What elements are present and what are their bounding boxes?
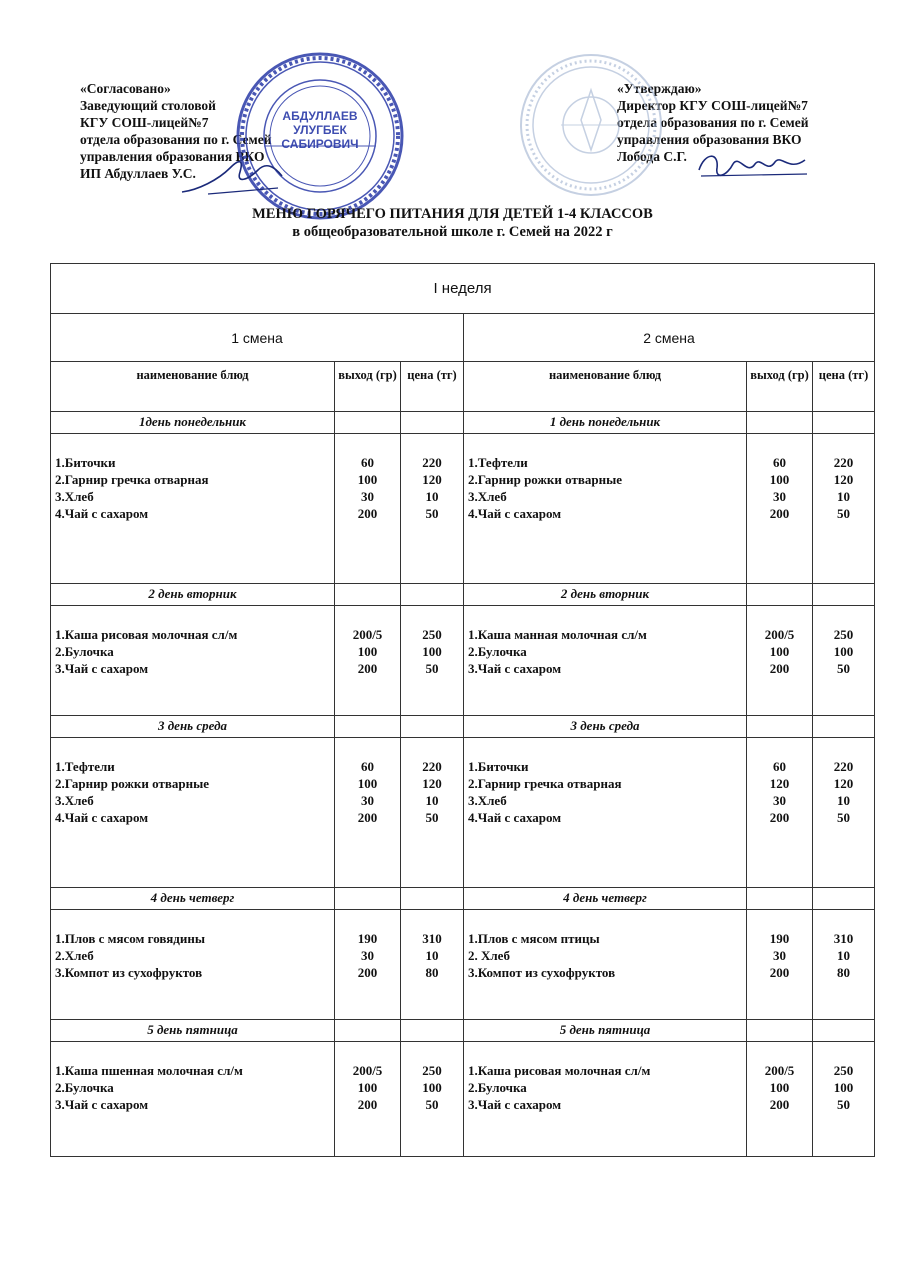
empty-cell: [335, 716, 401, 738]
signature-left: [178, 150, 288, 200]
price-list: [813, 606, 875, 716]
svg-text:УЛУГБЕК: УЛУГБЕК: [293, 123, 347, 137]
empty-cell: [335, 1020, 401, 1042]
empty-cell: [747, 1020, 813, 1042]
dish-item: 3.Чай с сахаром: [55, 661, 149, 676]
empty-cell: [747, 412, 813, 434]
dish-item: 2.Булочка: [55, 644, 114, 659]
price-value: 10: [837, 948, 851, 963]
output-list: [335, 434, 401, 584]
dish-list: [51, 738, 335, 888]
dish-item: 2.Булочка: [55, 1080, 114, 1095]
output-value: 100: [769, 472, 790, 487]
approval-line: ИП Абдуллаев У.С.: [80, 166, 196, 181]
dish-item: 3.Чай с сахаром: [468, 1097, 562, 1112]
shift-1-header: 1 смена: [51, 314, 464, 362]
dish-item: 4.Чай с сахаром: [55, 810, 149, 825]
price-value: 50: [425, 661, 439, 676]
approval-line: отдела образования по г. Семей: [617, 115, 809, 130]
dish-item: 2.Хлеб: [55, 948, 94, 963]
dish-column-header: наименование блюд: [464, 362, 747, 412]
title-line: в общеобразовательной школе г. Семей на 2022 г: [292, 224, 613, 240]
output-list: [747, 910, 813, 1020]
output-list: [335, 606, 401, 716]
price-value: 10: [425, 489, 439, 504]
output-value: 100: [357, 776, 378, 791]
price-list: [813, 910, 875, 1020]
svg-text:САБИРОВИЧ: САБИРОВИЧ: [281, 137, 359, 151]
price-value: 120: [833, 776, 854, 791]
approval-line: Заведующий столовой: [80, 98, 216, 113]
price-list: [401, 606, 464, 716]
output-value: 60: [773, 455, 786, 470]
dish-list: [51, 910, 335, 1020]
dish-item: 1.Плов с мясом говядины: [55, 931, 205, 946]
empty-cell: [813, 584, 875, 606]
output-value: 200/5: [352, 627, 383, 642]
price-value: 100: [422, 644, 442, 659]
dish-item: 3.Компот из сухофруктов: [468, 965, 616, 980]
price-list: [813, 738, 875, 888]
output-value: 30: [361, 948, 374, 963]
output-value: 200: [769, 1097, 790, 1112]
output-list: [335, 910, 401, 1020]
day-label: 5 день пятница: [51, 1020, 335, 1042]
price-value: 50: [425, 1097, 439, 1112]
price-value: 100: [833, 1080, 854, 1095]
approval-line: управления образования ВКО: [617, 132, 802, 147]
empty-cell: [747, 584, 813, 606]
output-value: 30: [773, 948, 786, 963]
price-value: 120: [833, 472, 854, 487]
approval-line: управления образования ВКО: [80, 149, 265, 164]
dish-item: 1.Каша рисовая молочная сл/м: [55, 627, 238, 642]
day-label: 2 день вторник: [464, 584, 747, 606]
dish-list: [464, 606, 747, 716]
approval-line: КГУ СОШ-лицей№7: [80, 115, 209, 130]
dish-item: 1.Тефтели: [468, 455, 528, 470]
svg-text:АБДУЛЛАЕВ: АБДУЛЛАЕВ: [282, 109, 358, 123]
dish-list: [51, 1042, 335, 1157]
output-value: 30: [773, 793, 786, 808]
dish-item: 2.Гарнир гречка отварная: [55, 472, 209, 487]
price-list: [401, 434, 464, 584]
dish-item: 4.Чай с сахаром: [468, 506, 562, 521]
dish-item: 1.Каша манная молочная сл/м: [468, 627, 647, 642]
output-value: 200/5: [764, 1063, 795, 1078]
price-value: 250: [833, 627, 854, 642]
dish-list: [464, 434, 747, 584]
dish-item: 3.Хлеб: [468, 489, 507, 504]
dish-item: 4.Чай с сахаром: [468, 810, 562, 825]
signature-right: [695, 146, 810, 186]
dish-item: 1.Каша рисовая молочная сл/м: [468, 1063, 651, 1078]
output-value: 200: [769, 661, 790, 676]
output-value: 30: [361, 489, 374, 504]
price-value: 80: [425, 965, 439, 980]
day-label: 2 день вторник: [51, 584, 335, 606]
price-value: 310: [833, 931, 854, 946]
output-list: [335, 1042, 401, 1157]
price-value: 80: [837, 965, 851, 980]
document-title: [0, 205, 905, 241]
dish-list: [464, 1042, 747, 1157]
price-value: 50: [837, 661, 851, 676]
dish-item: 2.Булочка: [468, 1080, 527, 1095]
dish-item: 2.Гарнир рожки отварные: [468, 472, 623, 487]
approval-line: «Утверждаю»: [617, 81, 702, 96]
dish-item: 1.Плов с мясом птицы: [468, 931, 600, 946]
output-value: 190: [769, 931, 790, 946]
price-value: 50: [425, 506, 439, 521]
empty-cell: [401, 1020, 464, 1042]
price-value: 10: [837, 793, 851, 808]
price-value: 50: [837, 810, 851, 825]
output-value: 100: [357, 472, 378, 487]
price-list: [401, 1042, 464, 1157]
empty-cell: [813, 716, 875, 738]
price-list: [401, 738, 464, 888]
output-value: 200: [357, 661, 378, 676]
dish-item: 3.Хлеб: [55, 489, 94, 504]
empty-cell: [335, 584, 401, 606]
dish-item: 3.Чай с сахаром: [55, 1097, 149, 1112]
output-list: [335, 738, 401, 888]
dish-column-header: наименование блюд: [51, 362, 335, 412]
dish-item: 1.Каша пшенная молочная сл/м: [55, 1063, 243, 1078]
approval-line: Директор КГУ СОШ-лицей№7: [617, 98, 808, 113]
output-value: 100: [357, 1080, 378, 1095]
empty-cell: [335, 412, 401, 434]
output-value: 120: [769, 776, 790, 791]
output-value: 60: [361, 759, 374, 774]
output-value: 200/5: [764, 627, 795, 642]
empty-cell: [401, 888, 464, 910]
empty-cell: [813, 412, 875, 434]
price-value: 50: [837, 506, 851, 521]
output-column-header: выход (гр): [747, 362, 813, 412]
day-label: 4 день четверг: [464, 888, 747, 910]
menu-table: [50, 263, 875, 1157]
output-value: 200: [357, 506, 378, 521]
price-value: 250: [422, 627, 442, 642]
approval-line: отдела образования по г. Семей: [80, 132, 272, 147]
empty-cell: [747, 888, 813, 910]
day-label: 5 день пятница: [464, 1020, 747, 1042]
price-value: 120: [422, 472, 442, 487]
week-header: I неделя: [51, 264, 875, 314]
output-value: 190: [357, 931, 378, 946]
output-column-header: выход (гр): [335, 362, 401, 412]
output-value: 200: [769, 965, 790, 980]
dish-list: [464, 910, 747, 1020]
dish-item: 1.Тефтели: [55, 759, 115, 774]
dish-item: 2.Гарнир гречка отварная: [468, 776, 622, 791]
output-value: 200/5: [352, 1063, 383, 1078]
price-value: 10: [425, 948, 439, 963]
price-value: 100: [833, 644, 854, 659]
day-label: 3 день среда: [51, 716, 335, 738]
dish-item: 2. Хлеб: [468, 948, 510, 963]
empty-cell: [335, 888, 401, 910]
output-value: 30: [773, 489, 786, 504]
day-label: 3 день среда: [464, 716, 747, 738]
dish-item: 3.Хлеб: [55, 793, 94, 808]
empty-cell: [747, 716, 813, 738]
price-value: 220: [833, 759, 854, 774]
output-value: 200: [357, 1097, 378, 1112]
output-value: 60: [773, 759, 786, 774]
dish-list: [51, 606, 335, 716]
output-list: [747, 738, 813, 888]
empty-cell: [813, 1020, 875, 1042]
dish-item: 3.Чай с сахаром: [468, 661, 562, 676]
dish-item: 2.Гарнир рожки отварные: [55, 776, 210, 791]
empty-cell: [401, 412, 464, 434]
price-list: [813, 1042, 875, 1157]
day-label: 1 день понедельник: [464, 412, 747, 434]
empty-cell: [401, 584, 464, 606]
price-value: 220: [833, 455, 854, 470]
output-value: 200: [769, 810, 790, 825]
day-label: 1день понедельник: [51, 412, 335, 434]
output-value: 100: [357, 644, 378, 659]
output-value: 200: [769, 506, 790, 521]
dish-item: 3.Компот из сухофруктов: [55, 965, 203, 980]
price-column-header: цена (тг): [813, 362, 875, 412]
output-value: 30: [361, 793, 374, 808]
approval-line: Лобода С.Г.: [617, 149, 687, 164]
dish-item: 4.Чай с сахаром: [55, 506, 149, 521]
price-value: 50: [425, 810, 439, 825]
price-value: 120: [422, 776, 442, 791]
empty-cell: [401, 716, 464, 738]
output-value: 100: [769, 1080, 790, 1095]
dish-item: 3.Хлеб: [468, 793, 507, 808]
title-line: МЕНЮ ГОРЯЧЕГО ПИТАНИЯ ДЛЯ ДЕТЕЙ 1-4 КЛАССОВ: [252, 206, 653, 222]
day-label: 4 день четверг: [51, 888, 335, 910]
output-value: 200: [357, 810, 378, 825]
dish-item: 1.Биточки: [468, 759, 529, 774]
empty-cell: [813, 888, 875, 910]
output-list: [747, 1042, 813, 1157]
price-value: 100: [422, 1080, 442, 1095]
price-value: 250: [833, 1063, 854, 1078]
output-value: 100: [769, 644, 790, 659]
faint-seal: [516, 50, 666, 200]
price-value: 220: [422, 455, 442, 470]
price-value: 10: [837, 489, 851, 504]
price-value: 50: [837, 1097, 851, 1112]
price-value: 220: [422, 759, 442, 774]
output-list: [747, 606, 813, 716]
approval-line: «Согласовано»: [80, 81, 171, 96]
price-value: 250: [422, 1063, 442, 1078]
output-list: [747, 434, 813, 584]
price-value: 10: [425, 793, 439, 808]
dish-list: [464, 738, 747, 888]
shift-2-header: 2 смена: [464, 314, 875, 362]
output-value: 60: [361, 455, 374, 470]
price-list: [813, 434, 875, 584]
dish-list: [51, 434, 335, 584]
dish-item: 2.Булочка: [468, 644, 527, 659]
output-value: 200: [357, 965, 378, 980]
price-value: 310: [422, 931, 442, 946]
dish-item: 1.Биточки: [55, 455, 116, 470]
price-list: [401, 910, 464, 1020]
price-column-header: цена (тг): [401, 362, 464, 412]
